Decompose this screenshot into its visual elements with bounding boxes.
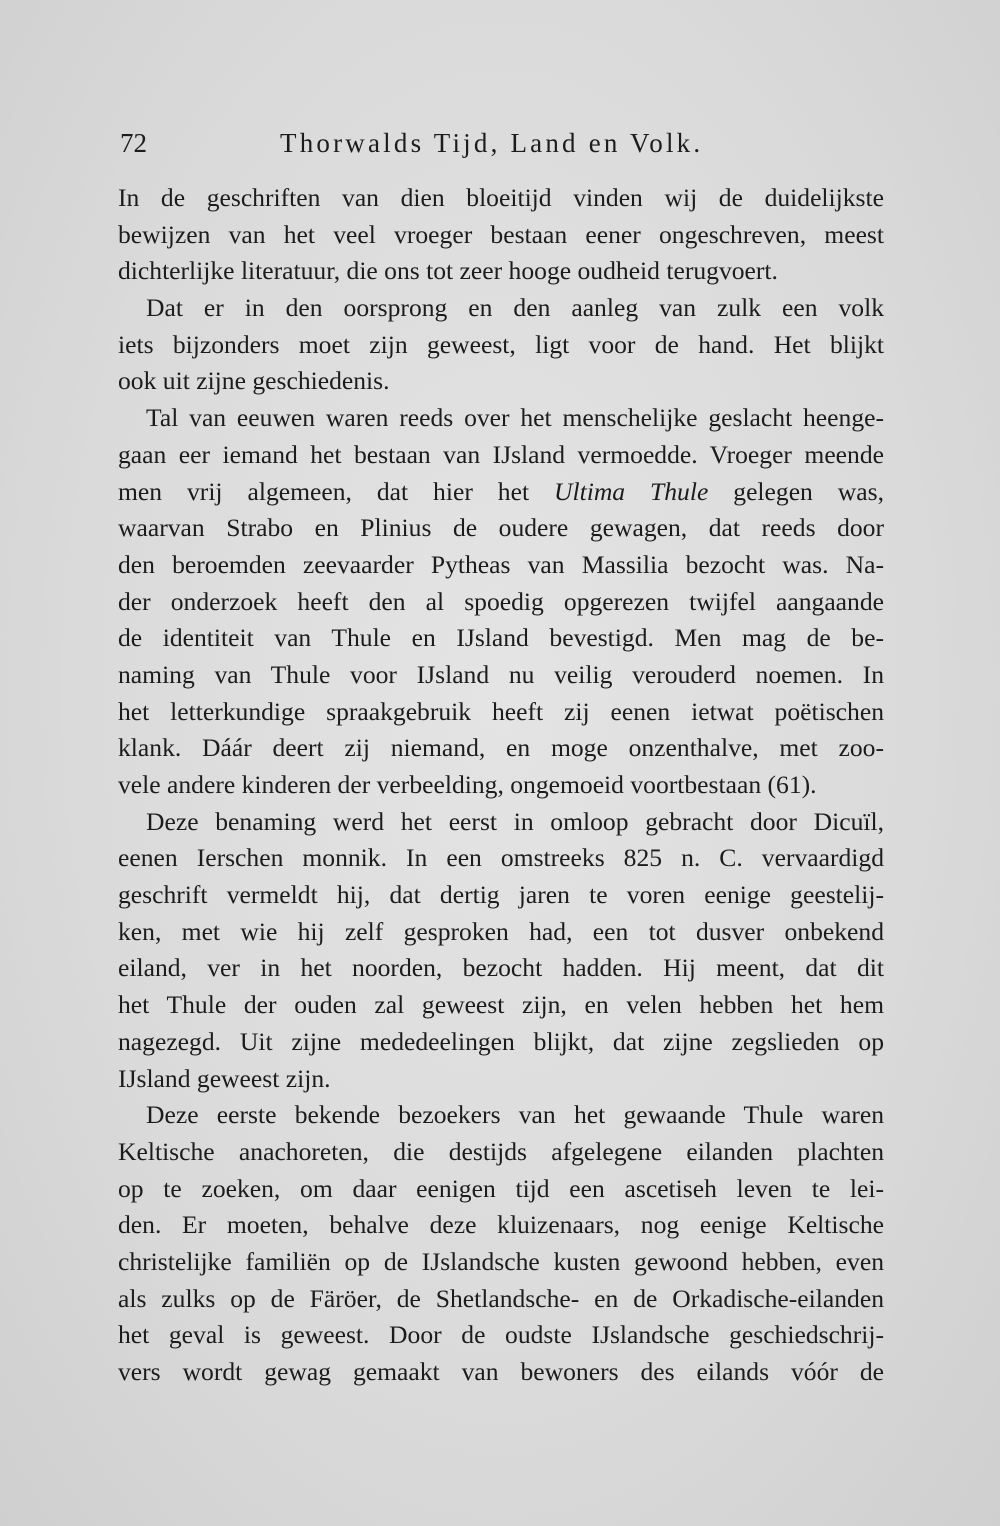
running-title: Thorwalds Tijd, Land en Volk.: [280, 128, 704, 158]
text-line: nagezegd. Uit zijne mededeelingen blijkt, dat zijne zegslieden op: [118, 1026, 884, 1056]
text-line: ken, met wie hij zelf gesproken had, een tot dusver onbekend: [118, 916, 884, 946]
text-line: Deze eerste bekende bezoekers van het gewaande Thule waren: [146, 1100, 884, 1130]
text-line: gaan eer iemand het bestaan van IJsland vermoedde. Vroeger meende: [118, 439, 884, 469]
text-line: het Thule der ouden zal geweest zijn, en velen hebben het hem: [118, 990, 884, 1020]
text-line: bewijzen van het veel vroeger bestaan eener ongeschreven, meest: [118, 219, 884, 249]
text-line: op te zoeken, om daar eenigen tijd een ascetiseh leven te lei-: [118, 1173, 884, 1203]
text-line: het geval is geweest. Door de oudste IJslandsche geschiedschrij-: [118, 1320, 884, 1350]
text-line: Dat er in den oorsprong en den aanleg van zulk een volk: [146, 293, 884, 323]
text-line: eiland, ver in het noorden, bezocht hadden. Hij meent, dat dit: [118, 953, 884, 983]
text-line: IJsland geweest zijn.: [118, 1063, 331, 1093]
text-line: naming van Thule voor IJsland nu veilig verouderd noemen. In: [118, 659, 884, 689]
text-line: als zulks op de Färöer, de Shetlandsche- en de Orkadische-eilanden: [118, 1283, 884, 1313]
italic-term: Ultima Thule: [554, 476, 709, 506]
text-line: het letterkundige spraakgebruik heeft zij eenen ietwat poëtischen: [118, 696, 884, 726]
text-line: den. Er moeten, behalve deze kluizenaars, nog eenige Keltische: [118, 1210, 884, 1240]
text-line: iets bijzonders moet zijn geweest, ligt voor de hand. Het blijkt: [118, 329, 884, 359]
text-line: waarvan Strabo en Plinius de oudere gewagen, dat reeds door: [118, 513, 884, 543]
text-line: den beroemden zeevaarder Pytheas van Massilia bezocht was. Na-: [118, 549, 884, 579]
text-line: christelijke familiën op de IJslandsche kusten gewoond hebben, even: [118, 1246, 884, 1276]
text-line: ook uit zijne geschiedenis.: [118, 366, 390, 396]
text-line: eenen Ierschen monnik. In een omstreeks 825 n. C. vervaardigd: [118, 843, 884, 873]
text-line: dichterlijke literatuur, die ons tot zeer hooge oudheid terugvoert.: [118, 256, 778, 286]
text-line: klank. Dáár deert zij niemand, en moge onzenthalve, met zoo-: [118, 733, 884, 763]
page-number: 72: [120, 128, 147, 158]
page-header: [120, 128, 880, 168]
text-line: Deze benaming werd het eerst in omloop gebracht door Dicuïl,: [146, 806, 884, 836]
text-line: vers wordt gewag gemaakt van bewoners des eilands vóór de: [118, 1357, 884, 1386]
text-line: vele andere kinderen der verbeelding, ongemoeid voortbestaan (61).: [118, 770, 817, 799]
text-line: Tal van eeuwen waren reeds over het menschelijke geslacht heenge-: [146, 403, 884, 433]
text-line: In de geschriften van dien bloeitijd vinden wij de duidelijkste: [118, 183, 884, 212]
text-line: geschrift vermeldt hij, dat dertig jaren te voren eenige geestelij-: [118, 880, 884, 910]
text-line: men vrij algemeen, dat hier het Ultima Thule gelegen was,: [118, 476, 884, 506]
text-line: Keltische anachoreten, die destijds afgelegene eilanden plachten: [118, 1136, 884, 1166]
text-line: de identiteit van Thule en IJsland bevestigd. Men mag de be-: [118, 623, 884, 653]
body-text: [118, 180, 884, 1391]
text-line: der onderzoek heeft den al spoedig opgerezen twijfel aangaande: [118, 586, 884, 616]
